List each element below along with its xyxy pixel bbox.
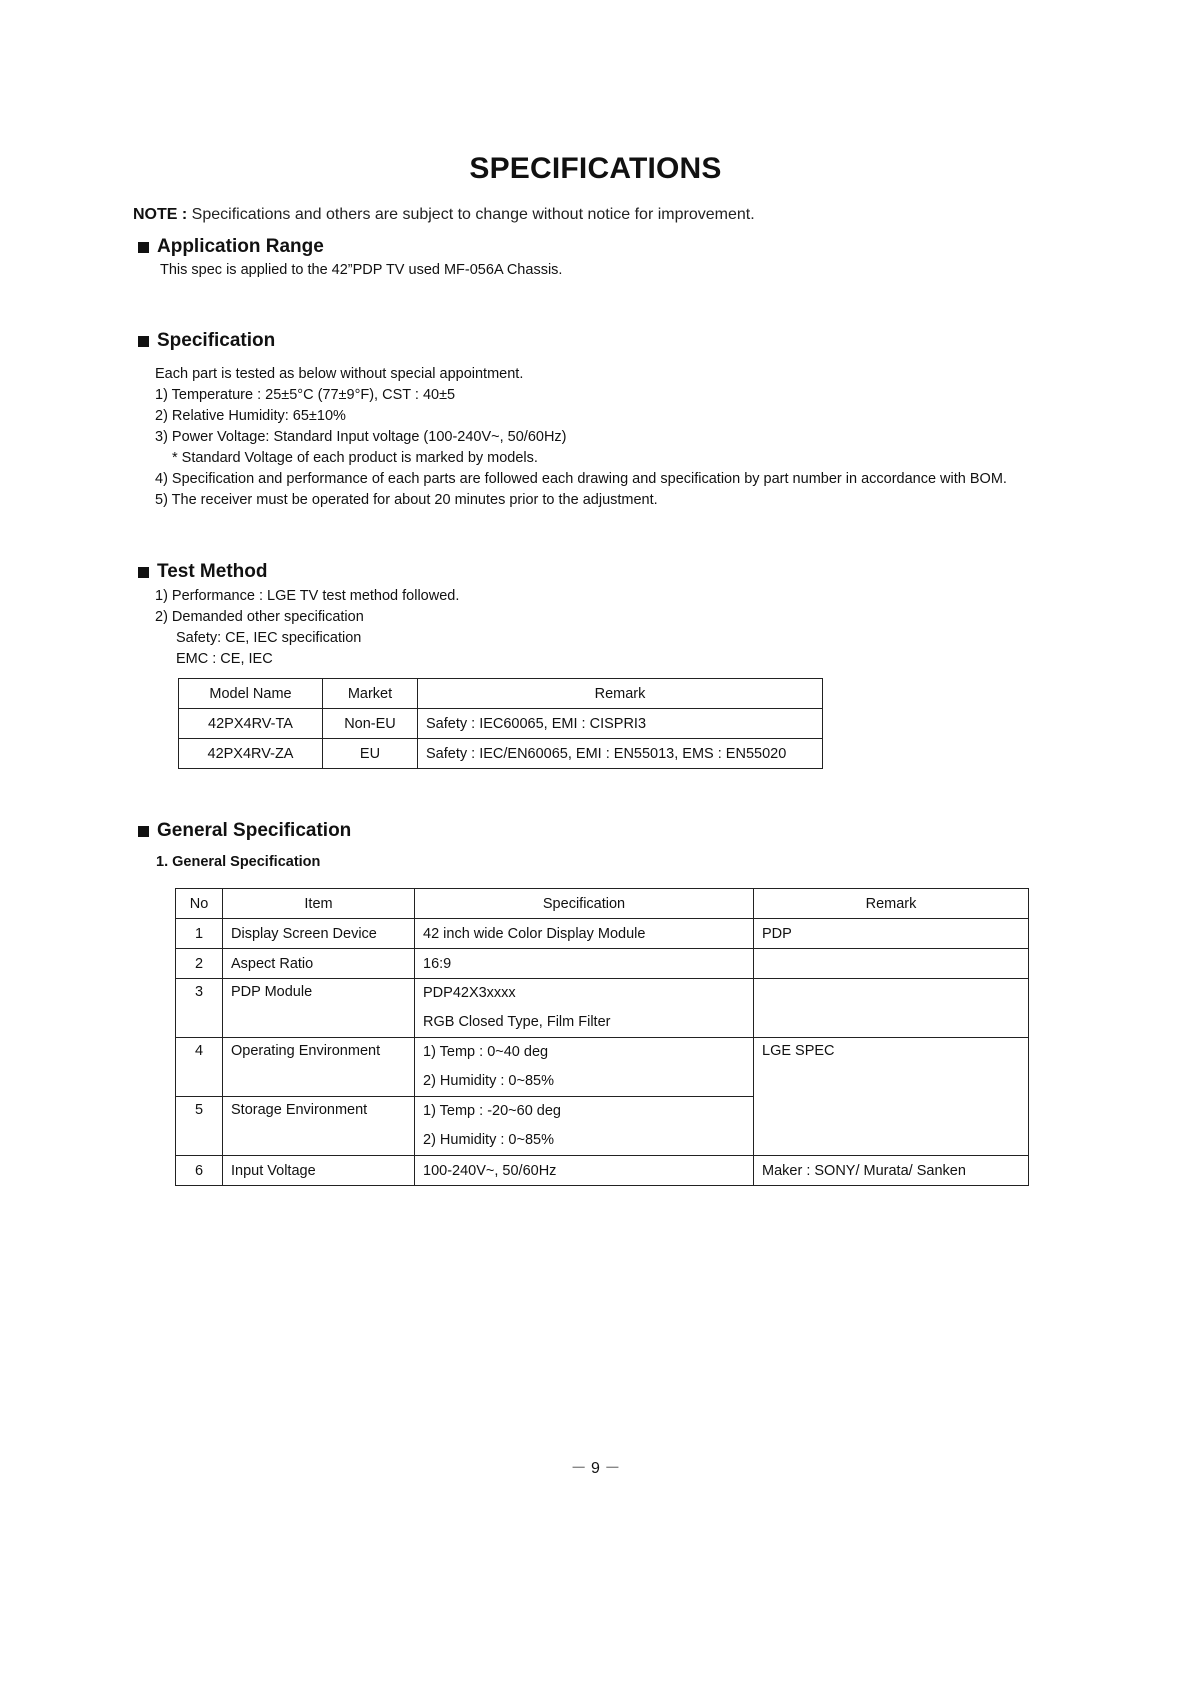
column-header: No (176, 889, 223, 919)
application-range-heading (138, 236, 324, 258)
column-header: Remark (754, 889, 1029, 919)
general-specification-table (175, 888, 1029, 1186)
table-row (176, 1038, 1029, 1097)
row-spec: 100-240V~, 50/60Hz (415, 1156, 754, 1186)
bullet-square-icon (138, 826, 149, 837)
table-header-row (176, 889, 1029, 919)
spec-line: 4) Specification and performance of each parts are followed each drawing and specification by part number in accordance with BOM. (155, 471, 1007, 487)
row-number: 1 (176, 919, 223, 949)
row-remark: PDP (754, 919, 1029, 949)
spec-line: 3) Power Voltage: Standard Input voltage (100-240V~, 50/60Hz) (155, 429, 567, 445)
page-title: SPECIFICATIONS (469, 152, 722, 185)
table-cell: Safety : IEC/EN60065, EMI : EN55013, EMS : EN55020 (418, 739, 823, 769)
row-item: Display Screen Device (223, 919, 415, 949)
spec-subline: 2) Humidity : 0~85% (423, 1132, 554, 1148)
spec-line: * Standard Voltage of each product is marked by models. (172, 450, 538, 466)
row-item: Operating Environment (223, 1038, 415, 1097)
bullet-square-icon (138, 567, 149, 578)
table-cell: Non-EU (323, 709, 418, 739)
column-header: Market (323, 679, 418, 709)
row-spec (415, 979, 754, 1038)
table-row (176, 949, 1029, 979)
test-method-line: 2) Demanded other specification (155, 609, 364, 625)
note-label: NOTE : (133, 206, 188, 223)
test-method-line: 1) Performance : LGE TV test method followed. (155, 588, 460, 604)
model-market-table (178, 678, 823, 769)
application-range-heading-text: Application Range (157, 236, 324, 257)
spec-line: 1) Temperature : 25±5°C (77±9°F), CST : 40±5 (155, 387, 456, 403)
bullet-square-icon (138, 336, 149, 347)
row-item: Input Voltage (223, 1156, 415, 1186)
spec-line: 2) Relative Humidity: 65±10% (155, 408, 346, 424)
row-number: 4 (176, 1038, 223, 1097)
table-cell: Safety : IEC60065, EMI : CISPRI3 (418, 709, 823, 739)
table-row (179, 739, 823, 769)
general-specification-heading-text: General Specification (157, 820, 352, 841)
test-method-line: EMC : CE, IEC (176, 651, 273, 667)
row-item: Storage Environment (223, 1097, 415, 1156)
table-row (176, 1156, 1029, 1186)
table-cell: EU (323, 739, 418, 769)
test-method-heading-text: Test Method (157, 561, 268, 582)
table-cell: 42PX4RV-ZA (179, 739, 323, 769)
bullet-square-icon (138, 242, 149, 253)
note-text: Specifications and others are subject to change without notice for improvement. (187, 206, 755, 223)
test-method-heading (138, 561, 267, 583)
column-header: Remark (418, 679, 823, 709)
spec-subline: PDP42X3xxxx (423, 985, 516, 1001)
table-row (176, 979, 1029, 1038)
row-remark (754, 949, 1029, 979)
table-row (176, 919, 1029, 949)
row-spec: 16:9 (415, 949, 754, 979)
general-specification-subheading: 1. General Specification (156, 854, 321, 870)
spec-subline: RGB Closed Type, Film Filter (423, 1014, 611, 1030)
specification-heading-text: Specification (157, 330, 276, 351)
specification-heading (138, 330, 275, 352)
row-spec (415, 1038, 754, 1097)
spec-subline: 2) Humidity : 0~85% (423, 1073, 554, 1089)
row-remark: LGE SPEC (754, 1038, 1029, 1156)
spec-subline: 1) Temp : -20~60 deg (423, 1103, 561, 1119)
row-number: 6 (176, 1156, 223, 1186)
row-spec: 42 inch wide Color Display Module (415, 919, 754, 949)
row-number: 3 (176, 979, 223, 1038)
spec-line: 5) The receiver must be operated for about 20 minutes prior to the adjustment. (155, 492, 658, 508)
row-item: Aspect Ratio (223, 949, 415, 979)
general-specification-heading (138, 820, 351, 842)
row-spec (415, 1097, 754, 1156)
page-number: － 9 － (570, 1460, 621, 1477)
note (133, 206, 755, 224)
row-number: 5 (176, 1097, 223, 1156)
row-item: PDP Module (223, 979, 415, 1038)
table-header-row (179, 679, 823, 709)
table-row (179, 709, 823, 739)
row-number: 2 (176, 949, 223, 979)
table-cell: 42PX4RV-TA (179, 709, 323, 739)
spec-line: Each part is tested as below without special appointment. (155, 366, 524, 382)
column-header: Item (223, 889, 415, 919)
application-range-text: This spec is applied to the 42”PDP TV used MF-056A Chassis. (160, 262, 563, 278)
spec-subline: 1) Temp : 0~40 deg (423, 1044, 549, 1060)
column-header: Model Name (179, 679, 323, 709)
column-header: Specification (415, 889, 754, 919)
row-remark: Maker : SONY/ Murata/ Sanken (754, 1156, 1029, 1186)
test-method-line: Safety: CE, IEC specification (176, 630, 362, 646)
row-remark (754, 979, 1029, 1038)
